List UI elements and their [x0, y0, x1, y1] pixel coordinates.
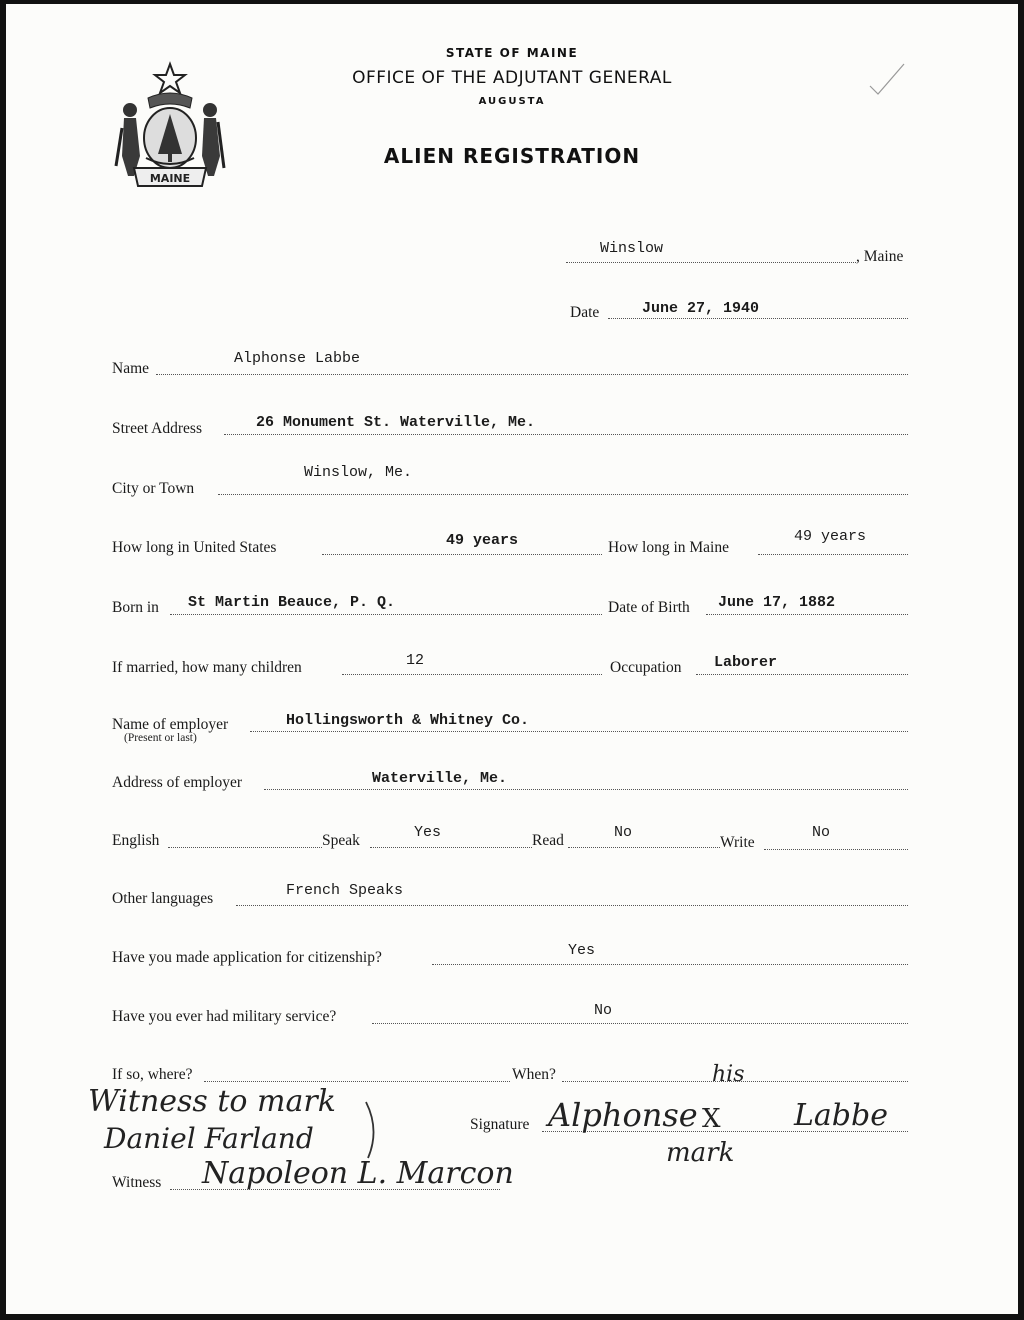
occupation-label: Occupation — [610, 659, 682, 676]
bracket-stroke-icon — [360, 1100, 384, 1160]
other-languages-label: Other languages — [112, 890, 214, 907]
signature-mark-his: his — [712, 1062, 745, 1087]
witness-label: Witness — [112, 1174, 162, 1191]
dob-value: June 17, 1882 — [718, 594, 836, 611]
write-value: No — [812, 824, 831, 841]
signature-mark-word: mark — [666, 1138, 735, 1168]
me-years-label: How long in Maine — [608, 539, 729, 556]
employer-label: Name of employer — [112, 716, 229, 733]
svg-text:MAINE: MAINE — [149, 172, 191, 185]
military-value: No — [594, 1002, 613, 1019]
me-years-value: 49 years — [794, 528, 867, 545]
where-label: If so, where? — [112, 1066, 193, 1083]
signature-mark-x: X — [702, 1104, 721, 1134]
city-heading: AUGUSTA — [478, 96, 546, 107]
office-heading: OFFICE OF THE ADJUTANT GENERAL — [352, 68, 672, 88]
english-label: English — [112, 832, 160, 849]
name-label: Name — [112, 360, 150, 377]
witness-note-line2: Daniel Farland — [104, 1122, 314, 1155]
registration-form — [6, 4, 1018, 1314]
children-value: 12 — [406, 652, 425, 669]
occupation-value: Laborer — [714, 654, 778, 671]
citizenship-value: Yes — [568, 942, 596, 959]
employer-value: Hollingsworth & Whitney Co. — [286, 712, 530, 729]
us-years-value: 49 years — [446, 532, 519, 549]
citizenship-label: Have you made application for citizenship? — [112, 949, 382, 966]
form-title: ALIEN REGISTRATION — [383, 144, 641, 168]
witness-name: Napoleon L. Marcon — [202, 1156, 514, 1191]
employer-sublabel: (Present or last) — [124, 732, 197, 744]
speak-label: Speak — [322, 832, 360, 849]
street-label: Street Address — [112, 420, 202, 437]
date-value: June 27, 1940 — [642, 300, 760, 317]
speak-value: Yes — [414, 824, 442, 841]
state-heading: STATE OF MAINE — [445, 46, 579, 60]
town-value: Winslow — [600, 240, 664, 257]
street-value: 26 Monument St. Waterville, Me. — [256, 414, 536, 431]
read-label: Read — [532, 832, 564, 849]
employer-address-label: Address of employer — [112, 774, 242, 791]
date-label: Date — [570, 304, 600, 321]
signature-label: Signature — [470, 1116, 530, 1133]
write-label: Write — [720, 834, 755, 851]
state-suffix: , Maine — [856, 248, 904, 265]
signature-first-name: Alphonse — [548, 1096, 698, 1134]
employer-address-value: Waterville, Me. — [372, 770, 508, 787]
dob-label: Date of Birth — [608, 599, 690, 616]
born-label: Born in — [112, 599, 159, 616]
when-label: When? — [512, 1066, 556, 1083]
born-value: St Martin Beauce, P. Q. — [188, 594, 396, 611]
witness-note-line1: Witness to mark — [88, 1084, 336, 1119]
read-value: No — [614, 824, 633, 841]
children-label: If married, how many children — [112, 659, 302, 676]
other-languages-value: French Speaks — [286, 882, 404, 899]
name-value: Alphonse Labbe — [234, 350, 361, 367]
military-label: Have you ever had military service? — [112, 1008, 337, 1025]
city-label: City or Town — [112, 480, 195, 497]
us-years-label: How long in United States — [112, 539, 277, 556]
signature-last-name: Labbe — [794, 1098, 888, 1133]
check-mark-icon — [868, 62, 908, 98]
city-value: Winslow, Me. — [304, 464, 413, 481]
